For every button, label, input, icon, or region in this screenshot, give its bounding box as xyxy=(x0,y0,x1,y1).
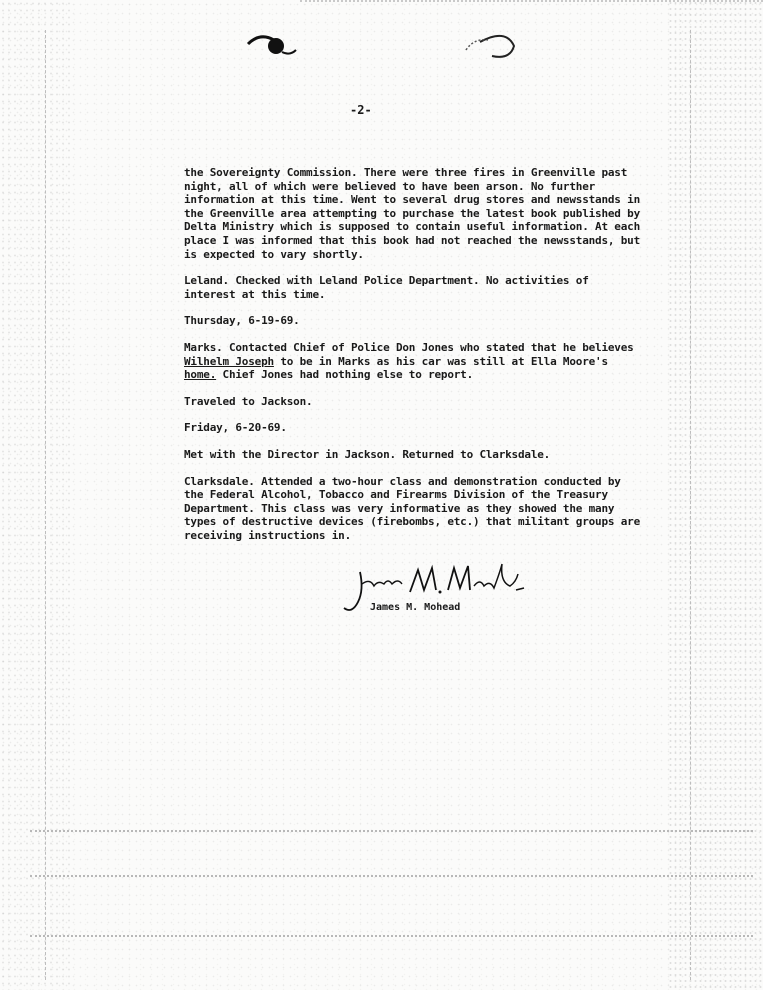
page-number: -2- xyxy=(350,103,372,117)
paragraph-marks xyxy=(184,341,644,382)
paragraph-director: Met with the Director in Jackson. Returned to Clarksdale. xyxy=(184,447,551,461)
document-body xyxy=(184,166,644,555)
top-edge-dots xyxy=(300,0,763,6)
marks-home: home. xyxy=(184,368,217,382)
punch-holes-icon xyxy=(230,30,530,80)
marks-text-a: Marks. Contacted Chief of Police Don Jones who stated that he believes xyxy=(184,340,634,354)
marks-text-b: to be in Marks as his car was still at Ella Moore's xyxy=(273,354,608,368)
right-edge-noise xyxy=(668,0,763,990)
left-edge-noise xyxy=(0,0,70,990)
date-thursday: Thursday, 6-19-69. xyxy=(184,314,300,328)
paragraph-greenville: the Sovereignty Commission. There were three fires in Greenville past night, all of which were believed to have been arson. No further information at this time. Went to several drug stores and newsstands in the Greenville area attempting to purchase the latest book published by Delta Ministry which is supposed to contain useful information. At each place I was informed that this book had not reached the newsstands, but is expected to vary shortly. xyxy=(184,166,641,261)
fold-line-right xyxy=(690,30,692,980)
marks-text-c: Chief Jones had nothing else to report. xyxy=(216,368,474,382)
paragraph-leland: Leland. Checked with Leland Police Department. No activities of interest at this time. xyxy=(184,274,589,301)
marks-person-name: Wilhelm Joseph xyxy=(184,354,274,368)
bottom-band-3 xyxy=(30,935,753,940)
signer-name: James M. Mohead xyxy=(370,602,461,613)
date-friday: Friday, 6-20-69. xyxy=(184,421,287,435)
bottom-band-2 xyxy=(30,875,753,880)
paragraph-clarksdale: Clarksdale. Attended a two-hour class and demonstration conducted by the Federal Alcohol, Tobacco and Firearms Division of the Treasury Department. This class was very informative as they showed the many types of destructive devices (firebombs, etc.) that militant groups are receiving instructions in. xyxy=(184,474,641,542)
bottom-band-1 xyxy=(30,830,753,835)
fold-line-left xyxy=(45,30,47,980)
paragraph-travel: Traveled to Jackson. xyxy=(184,394,313,408)
